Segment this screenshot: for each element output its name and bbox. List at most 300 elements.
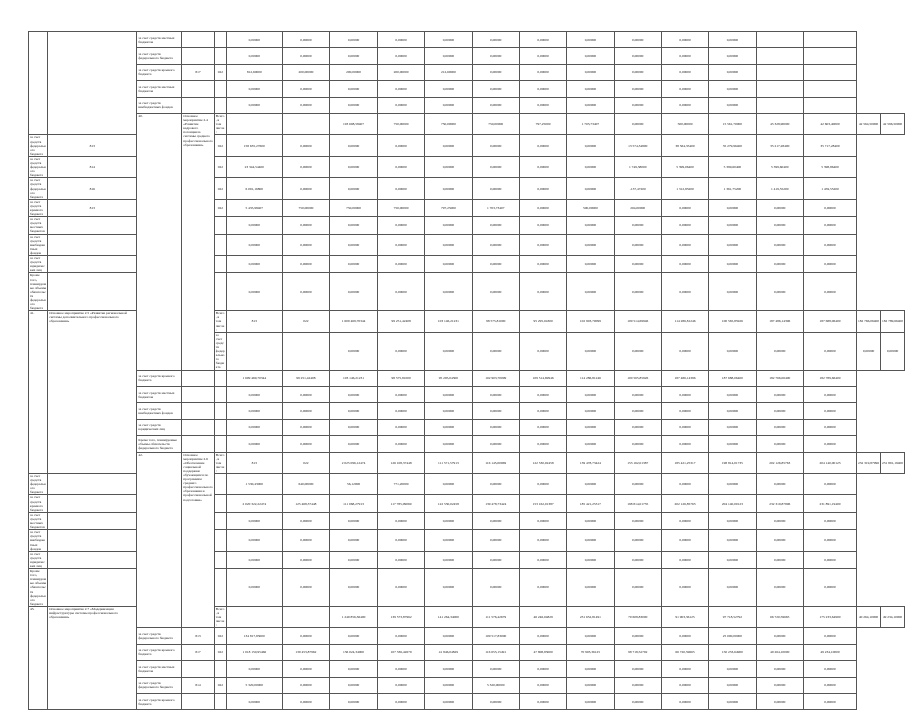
amount-cell: 25 000,00000 xyxy=(709,628,756,644)
amount-cell: 66 720,59665 xyxy=(756,606,803,627)
amount-cell: 0,00000 xyxy=(756,436,803,452)
amount-cell: 0,00000 xyxy=(330,217,378,234)
amount-cell: 0,00000 xyxy=(567,178,614,199)
code-section xyxy=(214,530,226,551)
amount-cell: 182 766,06400 xyxy=(756,370,803,386)
amount-cell: 111 068,27913 xyxy=(330,495,378,512)
amount-cell: 0,00000 xyxy=(567,48,614,64)
amount-cell: 198 814,01735 xyxy=(709,452,756,473)
amount-cell: 0,00000 xyxy=(377,569,424,607)
amount-cell: 0,00000 xyxy=(756,217,803,234)
amount-cell: 42 564,50000 xyxy=(857,113,881,134)
table-row xyxy=(29,677,905,693)
amount-cell: 0,00000 xyxy=(282,386,329,402)
amount-cell: 0,00000 xyxy=(377,256,424,273)
amount-cell: 0,00000 xyxy=(330,234,378,255)
amount-cell: 0,00000 xyxy=(614,661,661,677)
amount-cell: 0,00000 xyxy=(425,677,472,693)
amount-cell: 750,00000 xyxy=(282,199,329,216)
code-section xyxy=(214,551,226,568)
code-grbs: 813 xyxy=(226,311,282,332)
amount-cell: 0,00000 xyxy=(661,569,708,607)
amount-cell: 202 126,85763 xyxy=(756,452,803,473)
code-grbs xyxy=(182,370,215,386)
amount-cell: 231 652,81491 xyxy=(567,606,614,627)
amount-cell: 56,12000 xyxy=(330,474,378,495)
amount-cell: 797,25000 xyxy=(519,113,566,134)
amount-cell: 99 251,42408 xyxy=(282,370,329,386)
amount-cell: 1 419,55200 xyxy=(756,178,803,199)
amount-cell: 0,00000 xyxy=(614,81,661,97)
funding-source: за счет средств федерального бюджета xyxy=(30,178,46,199)
amount-cell: 0,00000 xyxy=(567,386,614,402)
amount-cell: 0,00000 xyxy=(472,332,519,370)
funding-source: Кроме того, планируемые объемы обязательств федерального бюджета xyxy=(137,436,182,452)
amount-cell: 0,00000 xyxy=(519,97,566,113)
amount-cell: 0,00000 xyxy=(425,156,472,177)
code-section: 022 xyxy=(214,156,226,177)
amount-cell: 0,00000 xyxy=(226,386,282,402)
code-section xyxy=(214,234,226,255)
amount-cell: 125 468,37448 xyxy=(282,495,329,512)
amount-cell: 0,00000 xyxy=(756,386,803,402)
amount-cell: 0,00000 xyxy=(377,677,424,693)
amount-cell: 0,00000 xyxy=(709,332,756,370)
amount-cell: 0,00000 xyxy=(519,64,566,80)
code-section xyxy=(282,332,329,370)
amount-cell: 0,00000 xyxy=(614,113,661,134)
amount-cell: 200,00000 xyxy=(330,64,378,80)
amount-cell: 187 688,06400 xyxy=(709,370,756,386)
amount-cell: 0,00000 xyxy=(567,693,614,709)
amount-cell: 0,00000 xyxy=(226,693,282,709)
amount-cell: 42 596,50000 xyxy=(881,113,905,134)
amount-cell: 0,00000 xyxy=(881,332,905,370)
amount-cell: 0,00000 xyxy=(709,48,756,64)
amount-cell: 0,00000 xyxy=(226,419,282,435)
funding-source: за счет средств федерального бюджета xyxy=(137,677,182,693)
amount-cell xyxy=(803,48,856,64)
amount-cell: 95 295,04300 xyxy=(425,370,472,386)
amount-cell: 202 126,85763 xyxy=(661,495,708,512)
amount-cell: 0,00000 xyxy=(614,256,661,273)
amount-cell: 95 295,04300 xyxy=(519,311,566,332)
amount-cell: 0,00000 xyxy=(803,234,856,255)
amount-cell: 0,00000 xyxy=(614,48,661,64)
amount-cell: 0,00000 xyxy=(282,156,329,177)
amount-cell: 0,00000 xyxy=(803,403,856,419)
amount-cell: 1 361,75200 xyxy=(709,178,756,199)
amount-cell: 0,00000 xyxy=(377,693,424,709)
amount-cell: 0,00000 xyxy=(614,234,661,255)
code-section xyxy=(214,419,226,435)
code-grbs xyxy=(182,403,215,419)
code-section xyxy=(214,32,226,48)
amount-cell: 0,00000 xyxy=(661,419,708,435)
amount-cell: 0,00000 xyxy=(661,199,708,216)
amount-cell: 204 140,00123 xyxy=(709,495,756,512)
amount-cell: 0,00000 xyxy=(472,403,519,419)
code-section: 022 xyxy=(214,64,226,80)
amount-cell: 0,00000 xyxy=(377,234,424,255)
amount-cell: 49 234,10000 xyxy=(881,606,905,627)
row-number: 41. xyxy=(29,311,48,474)
amount-cell: 0,00000 xyxy=(282,693,329,709)
amount-cell: 0,00000 xyxy=(425,386,472,402)
amount-cell: 0,00000 xyxy=(567,332,614,370)
funding-source: за счет средств местных бюджетов xyxy=(137,81,182,97)
amount-cell: 0,00000 xyxy=(330,628,378,644)
amount-cell: 0,00000 xyxy=(226,32,282,48)
amount-cell: 49 264,10000 xyxy=(756,644,803,660)
amount-cell: 141 264,34000 xyxy=(425,606,472,627)
amount-cell: 0,00000 xyxy=(472,178,519,199)
code-grbs: 814 xyxy=(182,677,215,693)
amount-cell: 0,00000 xyxy=(614,64,661,80)
amount-cell: 5 399,06400 xyxy=(661,156,708,177)
amount-cell: 0,00000 xyxy=(661,474,708,495)
amount-cell: 114 286,81246 xyxy=(661,311,708,332)
amount-cell: 0,00000 xyxy=(756,628,803,644)
amount-cell: 0,00000 xyxy=(709,217,756,234)
amount-cell: 0,00000 xyxy=(756,234,803,255)
amount-cell: 0,00000 xyxy=(472,273,519,311)
amount-cell: 0,00000 xyxy=(661,512,708,529)
amount-cell: 0,00000 xyxy=(425,569,472,607)
funding-source: Всего, в том числе: xyxy=(215,606,225,628)
funding-source: за счет средств федерального бюджета xyxy=(30,156,46,178)
amount-cell: 0,00000 xyxy=(661,661,708,677)
funding-source: Всего, в том числе: xyxy=(215,311,225,332)
amount-cell: 0,00000 xyxy=(709,530,756,551)
amount-cell: 0,00000 xyxy=(709,386,756,402)
amount-cell: 0,00000 xyxy=(226,234,282,255)
amount-cell: 0,00000 xyxy=(567,273,614,311)
amount-cell: 40 264,10000 xyxy=(857,606,881,627)
amount-cell: 0,00000 xyxy=(803,256,856,273)
code-section xyxy=(214,495,226,512)
funding-source: за счет средств федерального бюджета xyxy=(137,48,182,64)
amount-cell: 0,00000 xyxy=(803,569,856,607)
code-grbs xyxy=(48,530,137,551)
amount-cell: 0,00000 xyxy=(226,512,282,529)
amount-cell: 0,00000 xyxy=(519,512,566,529)
amount-cell: 0,00000 xyxy=(661,332,708,370)
amount-cell: 0,00000 xyxy=(226,48,282,64)
amount-cell: 0,00000 xyxy=(425,551,472,568)
amount-cell: 0,00000 xyxy=(519,32,566,48)
amount-cell: 0,00000 xyxy=(709,551,756,568)
amount-cell: 0,00000 xyxy=(472,64,519,80)
funding-source: за счет средств местных бюджетов xyxy=(29,512,48,529)
amount-cell: 38 564,35400 xyxy=(661,135,708,156)
code-grbs: 813 xyxy=(48,199,137,216)
amount-cell: 204,00000 xyxy=(614,199,661,216)
amount-cell: 0,00000 xyxy=(661,530,708,551)
amount-cell: 0,00000 xyxy=(803,386,856,402)
amount-cell: 0,00000 xyxy=(614,332,661,370)
amount-cell: 0,00000 xyxy=(519,419,566,435)
amount-cell: 0,00000 xyxy=(282,661,329,677)
row-number xyxy=(29,32,48,135)
budget-table xyxy=(28,31,905,710)
amount-cell: 0,00000 xyxy=(614,419,661,435)
amount-cell: 0,00000 xyxy=(519,256,566,273)
amount-cell: 0,00000 xyxy=(519,403,566,419)
code-section xyxy=(214,661,226,677)
code-section xyxy=(214,386,226,402)
amount-cell: 0,00000 xyxy=(472,135,519,156)
amount-cell: 0,00000 xyxy=(330,661,378,677)
amount-cell: 0,00000 xyxy=(567,512,614,529)
code-section xyxy=(214,474,226,495)
table-row xyxy=(29,403,905,419)
funding-source: Всего, в том числе: xyxy=(215,452,225,473)
amount-cell: 109 514,69946 xyxy=(519,370,566,386)
amount-cell: 0,00000 xyxy=(377,135,424,156)
amount-cell: 0,00000 xyxy=(377,332,424,370)
amount-cell: 0,00000 xyxy=(425,436,472,452)
amount-cell: 0,00000 xyxy=(330,156,378,177)
amount-cell: 0,00000 xyxy=(472,32,519,48)
code-grbs xyxy=(48,234,137,255)
amount-cell: 0,00000 xyxy=(282,569,329,607)
amount-cell: 232 319,87996 xyxy=(756,495,803,512)
amount-cell: 0,00000 xyxy=(519,661,566,677)
amount-cell: 750,00000 xyxy=(330,199,378,216)
amount-cell: 182 766,06400 xyxy=(857,311,881,332)
amount-cell: 0,00000 xyxy=(709,32,756,48)
amount-cell: 0,00000 xyxy=(803,474,856,495)
amount-cell: 0,00000 xyxy=(425,512,472,529)
amount-cell: 2 020 322,22474 xyxy=(226,495,282,512)
funding-source: Кроме того, планируемые объемы обязательств федерального бюджета xyxy=(30,273,47,311)
amount-cell: 0,00000 xyxy=(614,530,661,551)
amount-cell: 0,00000 xyxy=(857,332,881,370)
amount-cell: 0,00000 xyxy=(803,217,856,234)
amount-cell: 0,00000 xyxy=(377,178,424,199)
code-section: 022 xyxy=(214,677,226,693)
amount-cell: 0,00000 xyxy=(425,178,472,199)
code-section: 022 xyxy=(214,644,226,660)
amount-cell: 0,00000 xyxy=(709,273,756,311)
amount-cell: 66 720,59665 xyxy=(661,644,708,660)
table-row xyxy=(29,113,905,134)
amount-cell: 70 903,36125 xyxy=(567,644,614,660)
amount-cell: 0,00000 xyxy=(519,48,566,64)
amount-cell: 0,00000 xyxy=(756,693,803,709)
amount-cell: 0,00000 xyxy=(614,628,661,644)
amount-cell: 13 574,34800 xyxy=(614,135,661,156)
amount-cell: 0,00000 xyxy=(519,386,566,402)
table-row xyxy=(29,48,905,64)
amount-cell: 0,00000 xyxy=(661,81,708,97)
amount-cell: 0,00000 xyxy=(567,234,614,255)
amount-cell: 0,00000 xyxy=(661,551,708,568)
amount-cell: 0,00000 xyxy=(519,628,566,644)
funding-source: за счет средств краевого бюджета xyxy=(137,644,182,660)
code-section xyxy=(214,403,226,419)
amount-cell: 0,00000 xyxy=(282,530,329,551)
amount-cell: 0,00000 xyxy=(661,436,708,452)
code-grbs: 817 xyxy=(182,644,215,660)
amount-cell: 0,00000 xyxy=(614,436,661,452)
amount-cell: 35 717,28400 xyxy=(803,135,856,156)
amount-cell: 0,00000 xyxy=(567,256,614,273)
code-grbs: 813 xyxy=(182,628,215,644)
amount-cell: 0,00000 xyxy=(661,273,708,311)
funding-source: Всего, в том числе: xyxy=(215,113,225,135)
amount-cell: 0,00000 xyxy=(567,32,614,48)
amount-cell: 0,00000 xyxy=(425,419,472,435)
amount-cell: 0,00000 xyxy=(226,661,282,677)
amount-cell: 0,00000 xyxy=(567,474,614,495)
code-grbs xyxy=(182,32,215,48)
amount-cell: 1 018 150,95466 xyxy=(226,644,282,660)
amount-cell: 0,00000 xyxy=(756,661,803,677)
amount-cell: 0,00000 xyxy=(661,97,708,113)
amount-cell: 0,00000 xyxy=(377,97,424,113)
amount-cell: 0,00000 xyxy=(226,530,282,551)
amount-cell xyxy=(756,32,803,48)
amount-cell: 231 891,19400 xyxy=(881,452,905,473)
code-grbs xyxy=(48,495,137,512)
code-grbs xyxy=(48,512,137,529)
amount-cell: 0,00000 xyxy=(472,48,519,64)
amount-cell: 0,00000 xyxy=(377,512,424,529)
amount-cell: 0,00000 xyxy=(226,97,282,113)
amount-cell: 0,00000 xyxy=(661,386,708,402)
amount-cell xyxy=(803,81,856,97)
table-row xyxy=(29,452,905,473)
amount-cell: 0,00000 xyxy=(425,81,472,97)
code-grbs: 817 xyxy=(182,64,215,80)
amount-cell: 0,00000 xyxy=(425,135,472,156)
amount-cell: 231 891,19400 xyxy=(803,495,856,512)
table-row xyxy=(29,64,905,80)
funding-source: Кроме того, планируемые объемы обязательств федерального бюджета xyxy=(30,569,47,606)
table-row xyxy=(29,628,905,644)
funding-source: за счет средств краевого бюджета xyxy=(137,693,182,709)
table-row xyxy=(29,644,905,660)
code-section: 022 xyxy=(282,452,329,473)
table-row xyxy=(29,97,905,113)
code-grbs xyxy=(182,97,215,113)
amount-cell: 0,00000 xyxy=(377,81,424,97)
code-section xyxy=(214,693,226,709)
amount-cell: 5 398,86400 xyxy=(803,156,856,177)
amount-cell: 139 478,73424 xyxy=(567,452,614,473)
amount-cell: 0,00000 xyxy=(377,386,424,402)
amount-cell: 0,00000 xyxy=(377,273,424,311)
amount-cell: 139 453,87962 xyxy=(282,644,329,660)
amount-cell xyxy=(803,97,856,113)
amount-cell: 0,00000 xyxy=(425,273,472,311)
amount-cell: 0,00000 xyxy=(709,661,756,677)
amount-cell: 0,00000 xyxy=(282,97,329,113)
amount-cell: 0,00000 xyxy=(661,403,708,419)
funding-source: за счет средств федерального бюджета xyxy=(215,332,225,370)
amount-cell: 0,00000 xyxy=(614,693,661,709)
amount-cell: 122 530,02458 xyxy=(519,452,566,473)
amount-cell: 136 024,34000 xyxy=(330,644,378,660)
code-grbs xyxy=(48,256,137,273)
code-section xyxy=(214,273,226,311)
code-grbs: 813 xyxy=(226,452,282,473)
amount-cell: 0,00000 xyxy=(377,48,424,64)
amount-cell: 0,00000 xyxy=(472,256,519,273)
amount-cell: 212,60000 xyxy=(425,64,472,80)
amount-cell: 750,00000 xyxy=(472,113,519,134)
amount-cell: 0,00000 xyxy=(472,97,519,113)
amount-cell: 0,00000 xyxy=(567,628,614,644)
code-grbs xyxy=(48,273,137,311)
amount-cell: 41 846,04829 xyxy=(425,644,472,660)
amount-cell: 0,00000 xyxy=(425,32,472,48)
amount-cell: 0,00000 xyxy=(226,569,282,607)
amount-cell: 0,00000 xyxy=(567,661,614,677)
amount-cell: 0,00000 xyxy=(709,436,756,452)
activity-name: Основное мероприятие 2.6 «Обеспечение социальной поддержки обучающихся по программам среднего профессионального образования и профессиональной подготовки» xyxy=(182,452,215,628)
funding-source: за счет средств краевого бюджета xyxy=(29,495,48,512)
amount-cell: 0,00000 xyxy=(425,97,472,113)
funding-source: за счет средств местных бюджетов xyxy=(137,386,182,402)
amount-cell: 5 435,98407 xyxy=(226,199,282,216)
amount-cell: 0,00000 xyxy=(756,256,803,273)
amount-cell: 0,00000 xyxy=(282,32,329,48)
amount-cell: 0,00000 xyxy=(330,569,378,607)
amount-cell: 0,00000 xyxy=(226,436,282,452)
amount-cell: 0,00000 xyxy=(567,135,614,156)
amount-cell: 0,00000 xyxy=(330,256,378,273)
amount-cell: 0,00000 xyxy=(519,217,566,234)
amount-cell: 0,00000 xyxy=(709,256,756,273)
amount-cell: 0,00000 xyxy=(803,332,856,370)
amount-cell: 0,00000 xyxy=(226,217,282,234)
amount-cell: 109 517,83000 xyxy=(472,628,519,644)
code-grbs xyxy=(182,419,215,435)
amount-cell: 185 421,25317 xyxy=(567,495,614,512)
code-grbs xyxy=(226,113,282,134)
code-grbs: 816 xyxy=(48,178,137,199)
amount-cell: 0,00000 xyxy=(330,677,378,693)
amount-cell: 0,00000 xyxy=(567,677,614,693)
amount-cell: 0,00000 xyxy=(377,156,424,177)
amount-cell xyxy=(803,64,856,80)
amount-cell: 812,60000 xyxy=(226,64,282,80)
amount-cell: 49 234,10000 xyxy=(803,644,856,660)
funding-source: за счет средств внебюджетных фондов xyxy=(29,234,48,255)
amount-cell: 0,00000 xyxy=(661,64,708,80)
amount-cell: 111 576,42679 xyxy=(472,606,519,627)
code-grbs xyxy=(182,436,215,452)
amount-cell: 0,00000 xyxy=(330,178,378,199)
amount-cell: 0,00000 xyxy=(519,156,566,177)
amount-cell: 0,00000 xyxy=(330,403,378,419)
amount-cell: 0,00000 xyxy=(519,178,566,199)
amount-cell: 153 162,01387 xyxy=(614,452,661,473)
amount-cell: 0,00000 xyxy=(567,551,614,568)
amount-cell: 0,00000 xyxy=(282,256,329,273)
code-grbs xyxy=(48,569,137,607)
code-section xyxy=(214,569,226,607)
amount-cell: 109 514,69946 xyxy=(614,311,661,332)
amount-cell: 0,00000 xyxy=(519,474,566,495)
amount-cell: 0,00000 xyxy=(282,135,329,156)
amount-cell: 45 328,90000 xyxy=(756,113,803,134)
amount-cell: 750,00000 xyxy=(377,113,424,134)
amount-cell: 0,00000 xyxy=(519,530,566,551)
